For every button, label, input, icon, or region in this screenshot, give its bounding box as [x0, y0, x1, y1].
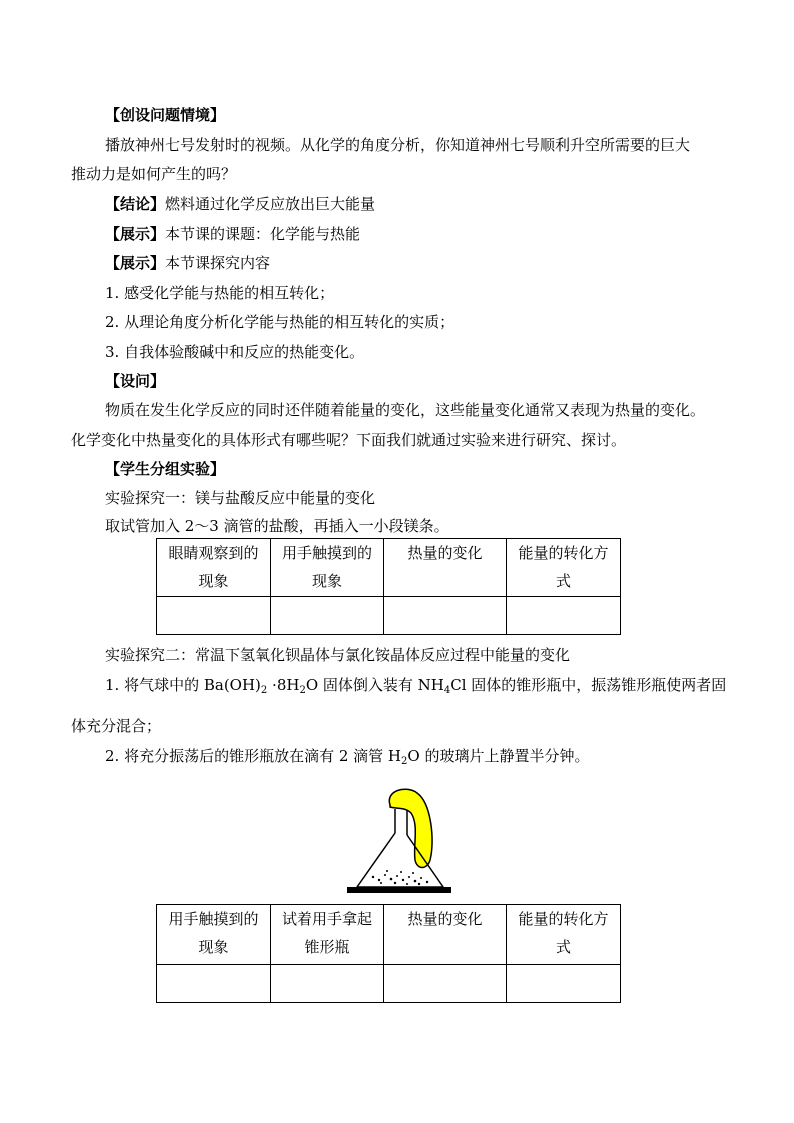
header-cell-heat-change: 热量的变化 — [384, 539, 507, 597]
experiment1-title: 实验探究一：镁与盐酸反应中能量的变化 — [105, 489, 376, 507]
situation-heading: 【创设问题情境】 — [105, 106, 226, 124]
header-cell-energy-conversion: 能量的转化方 式 — [507, 539, 621, 597]
experiment1-table — [156, 538, 621, 635]
question-heading: 【设问】 — [105, 372, 166, 390]
table-row — [157, 597, 621, 635]
question-text-1: 物质在发生化学反应的同时还伴随着能量的变化，这些能量变化通常又表现为热量的变化。 — [105, 401, 706, 419]
experiment2-step2: 2. 将充分振荡后的锥形瓶放在滴有 2 滴管 $H_2O$ 的玻璃片上静置半分钟。 — [105, 747, 590, 767]
table-cell[interactable] — [507, 597, 621, 635]
table-cell[interactable] — [507, 965, 621, 1003]
header-cell-heat-change: 热量的变化 — [384, 905, 507, 965]
table-header-row — [157, 539, 621, 597]
table-row — [157, 965, 621, 1003]
experiment2-table — [156, 904, 621, 1003]
group-experiment-heading: 【学生分组实验】 — [105, 460, 226, 478]
conclusion-label: 【结论】 — [105, 195, 166, 213]
header-cell-touch: 用手触摸到的 现象 — [271, 539, 384, 597]
content-item-1: 1. 感受化学能与热能的相互转化； — [105, 284, 335, 302]
content-item-2: 2. 从理论角度分析化学能与热能的相互转化的实质； — [105, 313, 455, 331]
question-text-2: 化学变化中热量变化的具体形式有哪些呢？下面我们就通过实验来进行研究、探讨。 — [71, 431, 627, 449]
conclusion-line — [105, 194, 375, 214]
show1-line — [105, 224, 360, 244]
header-cell-observe: 眼睛观察到的 现象 — [157, 539, 271, 597]
situation-text-2: 推动力是如何产生的吗？ — [71, 165, 237, 183]
header-cell-energy-conversion: 能量的转化方 式 — [507, 905, 621, 965]
table-cell[interactable] — [271, 965, 384, 1003]
conclusion-text: 燃料通过化学反应放出巨大能量 — [165, 195, 376, 213]
content-item-3: 3. 自我体验酸碱中和反应的热能变化。 — [105, 343, 365, 361]
table-cell[interactable] — [157, 597, 271, 635]
show1-label: 【展示】 — [105, 225, 166, 243]
table-cell[interactable] — [271, 597, 384, 635]
header-cell-lift-flask: 试着用手拿起 锥形瓶 — [271, 905, 384, 965]
situation-text-1: 播放神州七号发射时的视频。从化学的角度分析，你知道神州七号顺利升空所需要的巨大 — [105, 136, 691, 154]
table-header-row — [157, 905, 621, 965]
show2-label: 【展示】 — [105, 254, 166, 272]
show1-text: 本节课的课题：化学能与热能 — [165, 225, 361, 243]
experiment2-step1: 1. 将气球中的 $Ba(OH)_2 \cdot 8H_2O$ 固体倒入装有 $NH_4Cl$ 固体的锥形瓶中，振荡锥形瓶使两者固 — [105, 676, 727, 696]
header-cell-touch: 用手触摸到的 现象 — [157, 905, 271, 965]
table-cell[interactable] — [384, 965, 507, 1003]
table-cell[interactable] — [384, 597, 507, 635]
show2-line — [105, 253, 270, 273]
show2-text: 本节课探究内容 — [165, 254, 271, 272]
table-cell[interactable] — [157, 965, 271, 1003]
experiment1-description: 取试管加入 2～3 滴管的盐酸，再插入一小段镁条。 — [105, 517, 449, 535]
experiment2-step1-cont: 体充分混合； — [71, 717, 162, 735]
conical-flask-with-balloon-icon — [335, 785, 455, 900]
experiment2-title: 实验探究二：常温下氢氧化钡晶体与氯化铵晶体反应过程中能量的变化 — [105, 646, 571, 664]
